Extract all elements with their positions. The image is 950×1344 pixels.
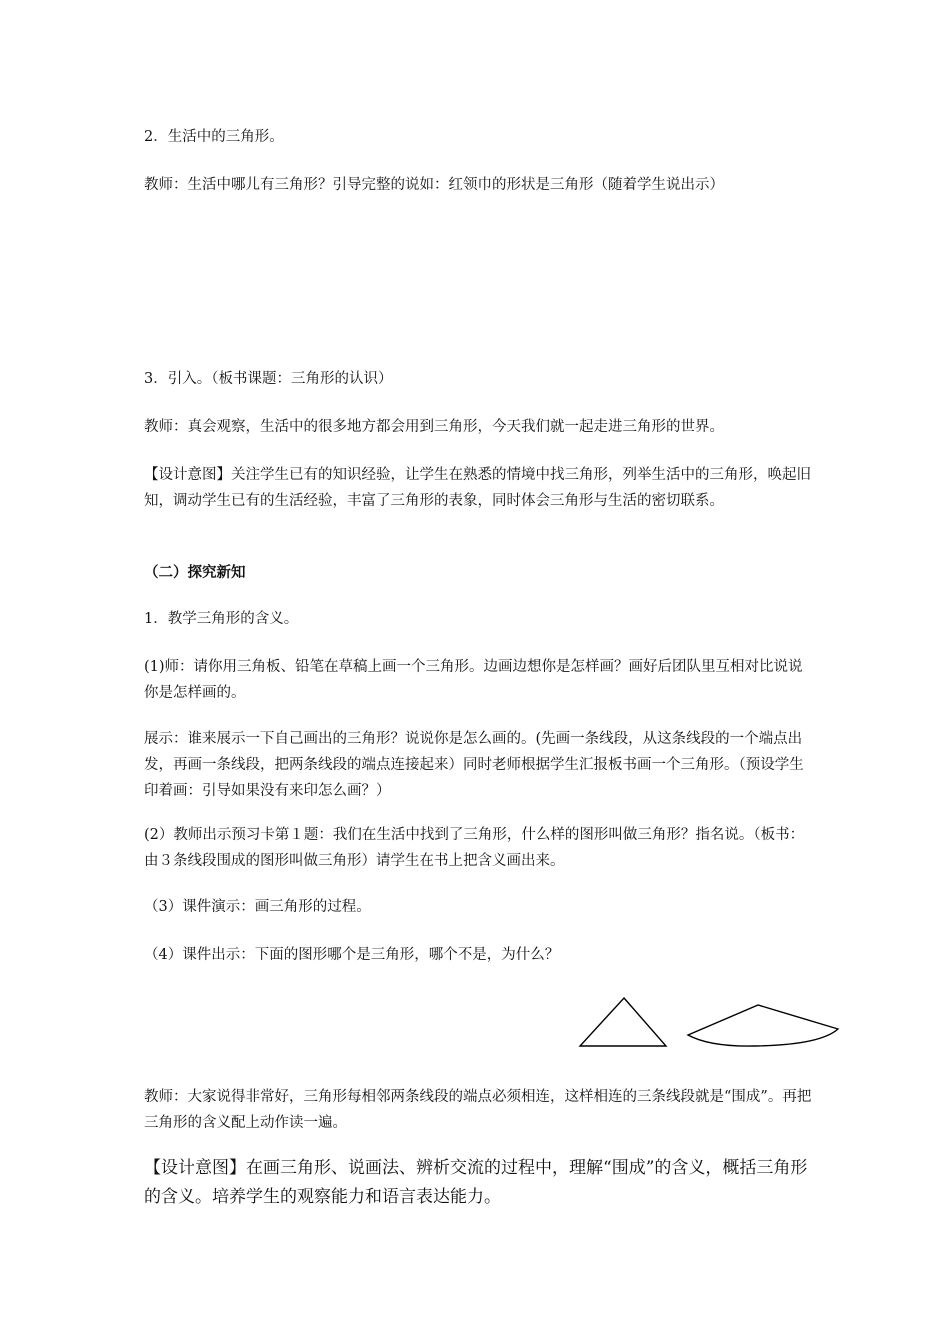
non-triangle-fan-figure <box>688 1005 838 1046</box>
paragraph-teach-meaning: 1．教学三角形的含义。 <box>144 611 299 627</box>
shape-figures <box>570 990 850 1060</box>
paragraph-show: 展示：谁来展示一下自己画出的三角形？说说你是怎么画的。(先画一条线段，从这条线段的一个端点出发，再画一条线段，把两条线段的端点连接起来）同时老师根据学生汇报板书画一个三角形。（预设学生印着画：引导如果没有来印怎么画？） <box>144 731 804 799</box>
paragraph-step-2: (2）教师出示预习卡第１题：我们在生活中找到了三角形，什么样的图形叫做三角形？指名说。（板书：由３条线段围成的图形叫做三角形）请学生在书上把含义画出来。 <box>144 827 805 869</box>
paragraph-step-4: （4）课件出示：下面的图形哪个是三角形，哪个不是，为什么？ <box>144 947 560 963</box>
paragraph-teacher-question: 教师：生活中哪儿有三角形？引导完整的说如：红领巾的形状是三角形（随着学生说出示） <box>144 177 724 193</box>
paragraph-step-1: (1)师：请你用三角板、铅笔在草稿上画一个三角形。边画边想你是怎样画？画好后团队里互相对比说说你是怎样画的。 <box>144 659 803 701</box>
paragraph-step-3: （3）课件演示：画三角形的过程。 <box>144 899 371 915</box>
paragraph-design-intent-1: 【设计意图】关注学生已有的知识经验，让学生在熟悉的情境中找三角形，列举生活中的三角形，唤起旧知，调动学生已有的生活经验，丰富了三角形的表象，同时体会三角形与生活的密切联系。 <box>144 467 811 509</box>
paragraph-introduction-heading: 3．引入。（板书课题：三角形的认识） <box>144 371 393 387</box>
paragraph-life-triangles-heading: 2．生活中的三角形。 <box>144 129 284 145</box>
paragraph-teacher-observe: 教师：真会观察，生活中的很多地方都会用到三角形，今天我们就一起走进三角形的世界。 <box>144 419 724 435</box>
section-heading-explore: （二）探究新知 <box>144 564 246 581</box>
paragraph-teacher-summary: 教师：大家说得非常好，三角形每相邻两条线段的端点必须相连，这样相连的三条线段就是“围成”。再把三角形的含义配上动作读一遍。 <box>144 1089 812 1131</box>
triangle-figure <box>580 998 666 1046</box>
paragraph-design-intent-2: 【设计意图】在画三角形、说画法、辨析交流的过程中，理解“围成”的含义，概括三角形的含义。培养学生的观察能力和语言表达能力。 <box>144 1158 808 1207</box>
